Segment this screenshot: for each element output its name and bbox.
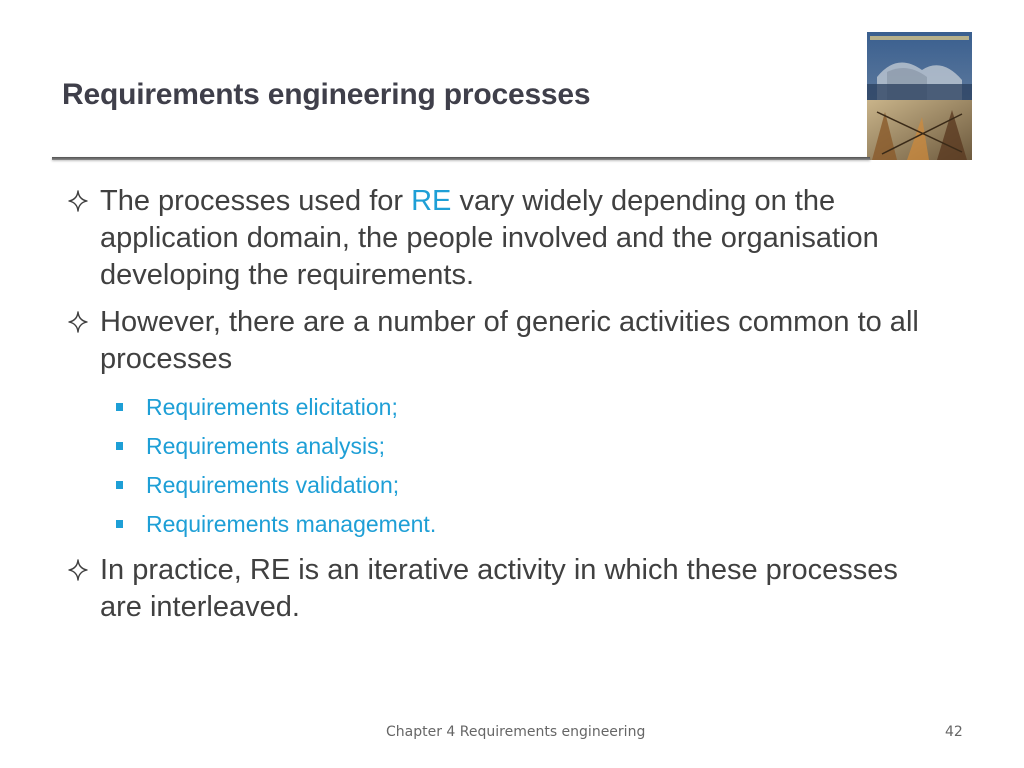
- sub-bullet-text: Requirements analysis;: [146, 433, 386, 459]
- sub-bullet-text: Requirements elicitation;: [146, 394, 398, 420]
- star-bullet-icon: [66, 183, 92, 220]
- book-cover-image: [867, 32, 972, 160]
- sub-bullet-list: [66, 388, 946, 544]
- square-bullet-icon: [116, 520, 123, 528]
- bullet-item: [66, 304, 946, 378]
- square-bullet-icon: [116, 442, 123, 450]
- slide-body: [66, 183, 946, 636]
- re-highlight: RE: [411, 185, 452, 217]
- bullet-item: [66, 183, 946, 294]
- sub-bullet-text: Requirements validation;: [146, 472, 400, 498]
- bullet-text: The processes used for: [100, 185, 412, 217]
- bullet-text: vary widely depending on the application domain, the people involved and the organisation developing the requirements.: [100, 185, 879, 291]
- bullet-item: [66, 552, 946, 626]
- sub-bullet-item: [66, 427, 946, 466]
- sub-bullet-item: [66, 466, 946, 505]
- slide-title: Requirements engineering processes: [62, 78, 591, 111]
- bullet-text: However, there are a number of generic activities common to all processes: [100, 306, 919, 375]
- title-divider: [52, 157, 870, 160]
- square-bullet-icon: [116, 481, 123, 489]
- square-bullet-icon: [116, 403, 123, 411]
- star-bullet-icon: [66, 304, 92, 341]
- page-number: 42: [945, 724, 963, 740]
- bullet-text: In practice, RE is an iterative activity in which these processes are interleaved.: [100, 554, 898, 623]
- star-bullet-icon: [66, 552, 92, 589]
- sub-bullet-item: [66, 505, 946, 544]
- footer-chapter: Chapter 4 Requirements engineering: [386, 724, 646, 740]
- sub-bullet-item: [66, 388, 946, 427]
- sub-bullet-text: Requirements management.: [146, 511, 437, 537]
